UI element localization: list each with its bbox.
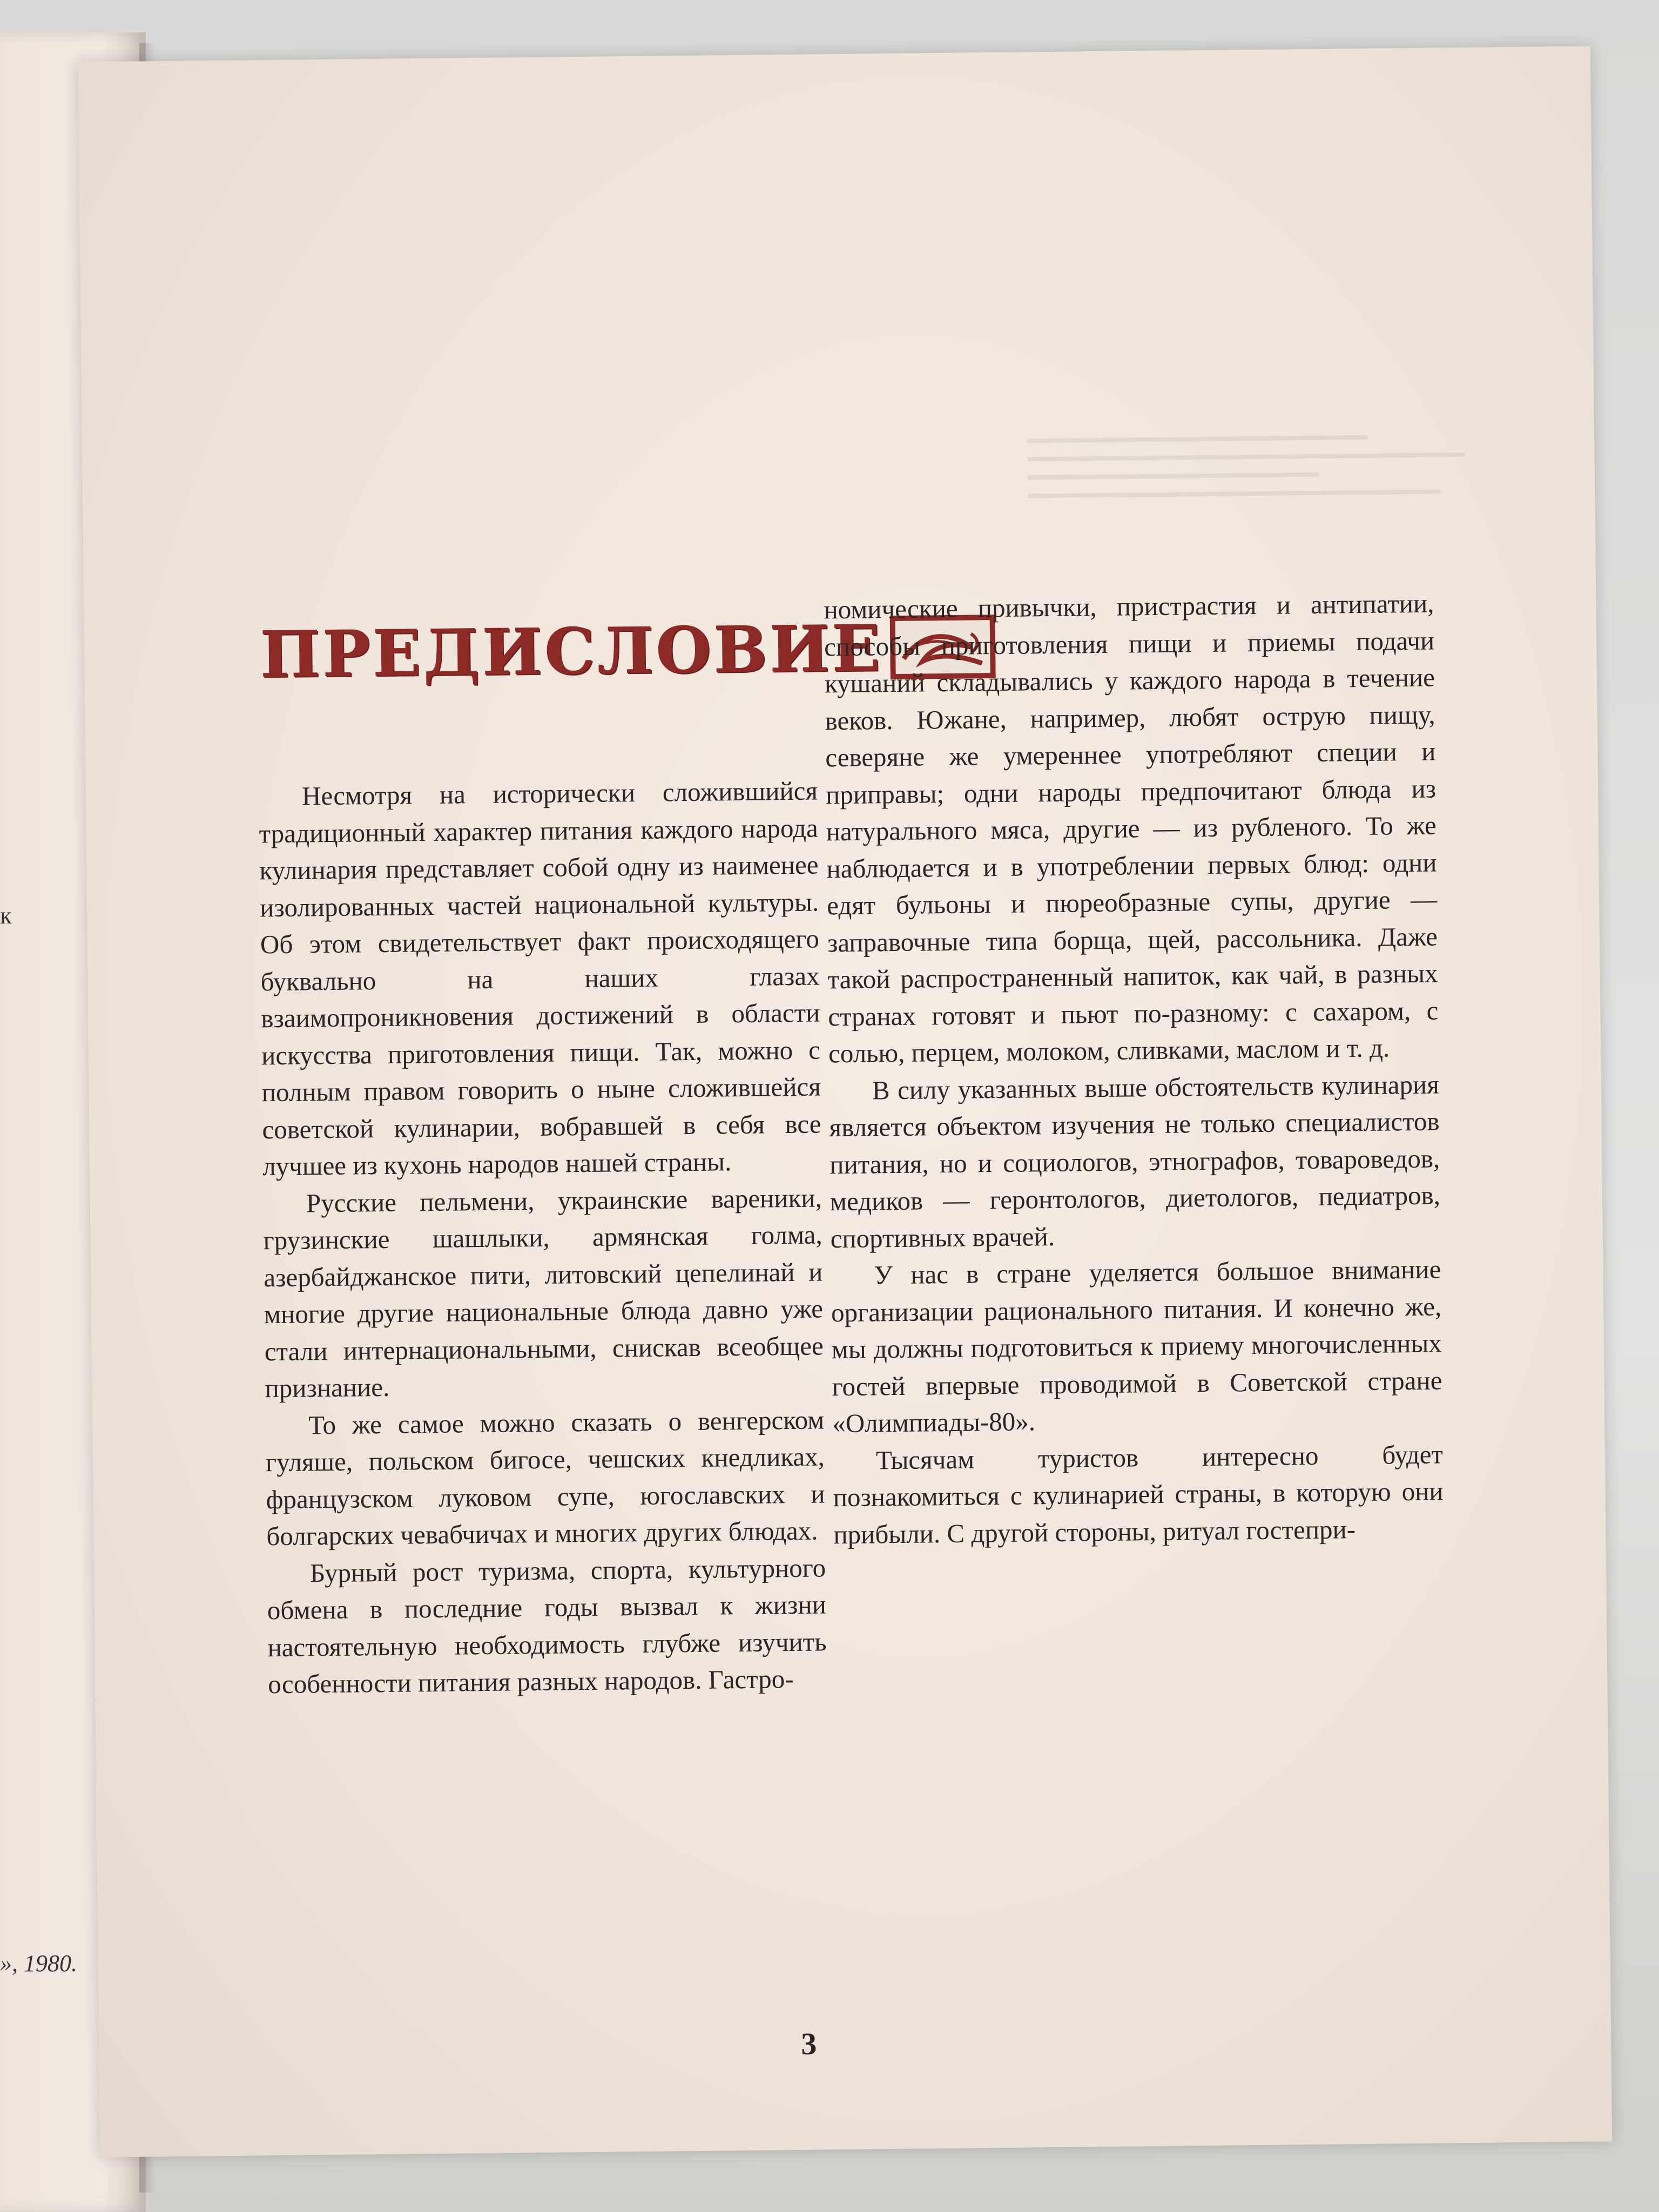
left-column	[259, 773, 827, 1703]
left-page-fragment: », 1980.	[0, 1950, 77, 1977]
paragraph: номические привычки, пристрастия и антипатии, способы приготовления пищи и приемы подачи кушаний складывались у каждого народа в течение веков. Южане, например, любят острую пищу, северяне же умереннее употребляют специи и приправы; одни народы предпочитают блюда из натурального мяса, другие — из рубленого. То же наблюдается и в употреблении первых блюд: одни едят бульоны и пюреобразные супы, другие — заправочные типа борща, щей, рассольника. Даже такой распространенный напиток, как чай, в разных странах готовят и пьют по-разному: с сахаром, с солью, перцем, молоком, сливками, маслом и т. д.	[824, 588, 1439, 1069]
book-page	[78, 46, 1612, 2157]
paragraph: Несмотря на исторически сложившийся традиционный характер питания каждого народа кулинария представляет собой одну из наименее изолированных частей национальной культуры. Об этом свидетельствует факт происходящего буквально на наших глазах взаимопроникновения достижений в области искусства приготовления пищи. Так, можно с полным правом говорить о ныне сложившейся советской кулинарии, вобравшей в себя все лучшее из кухонь народов нашей страны.	[259, 775, 821, 1182]
paragraph: Тысячам туристов интересно будет познакомиться с кулинарией страны, в которую они прибыли. С другой стороны, ритуал гостепри-	[833, 1439, 1444, 1549]
paragraph: У нас в стране уделяется большое внимание организации рационального питания. И конечно же, мы должны подготовиться к приему многочисленных гостей впервые проводимой в Советской стране «Олимпиады-80».	[831, 1254, 1442, 1439]
left-page-fragment: к	[0, 902, 12, 929]
page-number: 3	[800, 2026, 817, 2061]
paragraph: Русские пельмени, украинские вареники, грузинские шашлыки, армянская голма, азербайджанское пити, литовский цепелинай и многие другие национальные блюда давно уже стали интернациональными, снискав всеобщее признание.	[263, 1182, 824, 1404]
show-through-text	[1027, 420, 1515, 576]
page-title: ПРЕДИСЛОВИЕ	[259, 610, 883, 692]
paragraph: В силу указанных выше обстоятельств кулинария является объектом изучения не только специалистов питания, но и социологов, этнографов, товароведов, медиков — геронтологов, диетологов, педиатров, спортивных врачей.	[829, 1069, 1441, 1253]
paragraph: Бурный рост туризма, спорта, культурного обмена в последние годы вызвал к жизни настоятельную необходимость глубже изучить особенности питания разных народов. Гастро-	[267, 1552, 827, 1700]
right-column	[824, 585, 1444, 1554]
paragraph: То же самое можно сказать о венгерском гуляше, польском бигосе, чешских кнедликах, французском луковом супе, югославских и болгарских чевабчичах и многих других блюдах.	[265, 1404, 825, 1552]
